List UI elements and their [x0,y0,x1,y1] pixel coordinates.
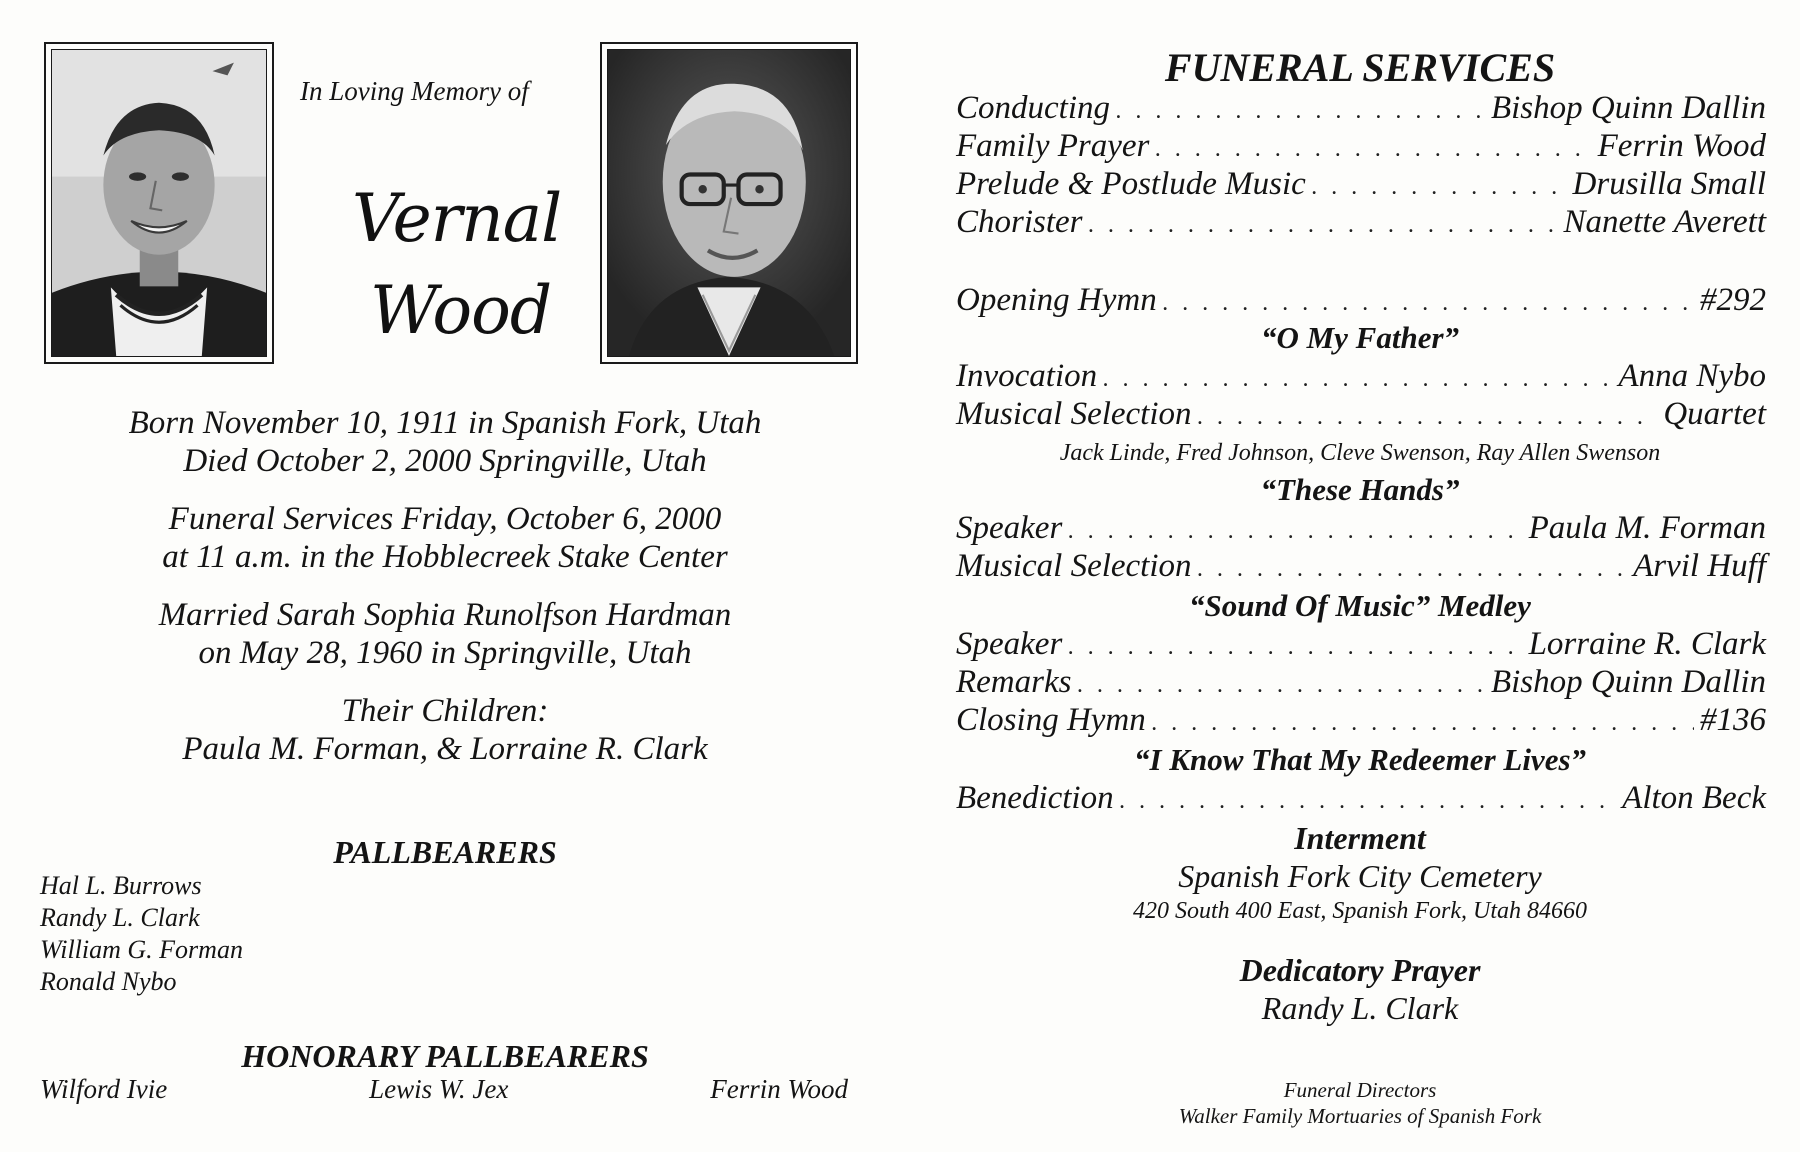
funeral-services-title: FUNERAL SERVICES [1164,45,1556,90]
cemetery-address: 420 South 400 East, Spanish Fork, Utah 84660 [1133,898,1587,924]
program-person: Bishop Quinn Dallin [1490,664,1766,700]
program-person: Quartet [1663,396,1766,432]
cemetery-name: Spanish Fork City Cemetery [1178,858,1542,894]
honorary-pallbearers-row [40,1074,848,1105]
children-block [40,692,850,768]
program-person: Arvil Huff [1633,548,1766,584]
program-row-speaker-1 [956,510,1766,548]
program-role: Conducting [956,90,1110,126]
opening-hymn-title: “O My Father” [1260,320,1460,355]
leader-dots [1152,710,1694,737]
program-role: Benediction [956,780,1114,816]
program-role: Chorister [956,204,1083,240]
quartet-members: Jack Linde, Fred Johnson, Cleve Swenson, Ray Allen Swenson [1059,440,1661,466]
program-row-speaker-2 [956,626,1766,664]
program-role: Prelude & Postlude Music [956,166,1306,202]
program-row-opening-hymn [956,282,1766,320]
leader-dots [1103,366,1612,393]
elderly-portrait-photo [608,50,850,356]
children-label: Their Children: [341,693,549,729]
interment-title: Interment [1294,820,1426,856]
young-portrait-frame [44,42,274,364]
birth-death-block [40,404,850,480]
program-row-family-prayer [956,128,1766,166]
leader-dots [1089,212,1558,239]
program-row-prelude-music [956,166,1766,204]
leader-dots [1198,404,1658,431]
program-role: Speaker [956,626,1063,662]
hymn-number: #292 [1700,282,1766,318]
pallbearers-left-column [40,870,243,998]
hymn-number: #136 [1700,702,1766,738]
program-role: Speaker [956,510,1063,546]
program-role: Family Prayer [956,128,1150,164]
leader-dots [1077,672,1485,699]
right-panel [950,0,1770,1152]
program-role: Remarks [956,664,1072,700]
first-name: Vernal [352,180,562,257]
program-row-musical-selection-1 [956,396,1766,434]
program-row-conducting [956,90,1766,128]
program-role: Opening Hymn [956,282,1157,318]
died-line: Died October 2, 2000 Springville, Utah [183,443,707,479]
funeral-info-block [40,500,850,576]
program-person: Drusilla Small [1572,166,1766,202]
funeral-directors-label: Funeral Directors [1283,1078,1437,1102]
leader-dots [1163,290,1694,317]
married-line-1: Married Sarah Sophia Runolfson Hardman [158,597,732,633]
last-name: Wood [370,272,552,349]
honorary-pallbearer-name: Ferrin Wood [710,1074,848,1104]
marriage-block [40,596,850,672]
program-role: Invocation [956,358,1098,394]
dedicatory-prayer-title: Dedicatory Prayer [1239,952,1481,988]
leader-dots [1116,98,1485,125]
program-person: Lorraine R. Clark [1528,626,1766,662]
funeral-directors-name: Walker Family Mortuaries of Spanish Fork [1178,1104,1542,1128]
closing-hymn-title: “I Know That My Redeemer Lives” [1133,742,1587,777]
married-line-2: on May 28, 1960 in Springville, Utah [198,635,692,671]
program-person: Anna Nybo [1618,358,1766,394]
solo-song-title: “Sound Of Music” Medley [1189,588,1531,623]
in-loving-memory-text: In Loving Memory of [300,76,529,106]
pallbearer-name: Randy L. Clark [40,903,200,932]
program-row-remarks [956,664,1766,702]
program-role: Musical Selection [956,396,1192,432]
program-row-chorister [956,204,1766,242]
born-line: Born November 10, 1911 in Spanish Fork, Utah [128,405,762,441]
leader-dots [1120,788,1617,815]
pallbearers-title: PALLBEARERS [333,834,557,870]
leader-dots [1068,634,1522,661]
program-person: Nanette Averett [1563,204,1766,240]
funeral-place-line: at 11 a.m. in the Hobblecreek Stake Center [162,539,728,575]
program-row-benediction [956,780,1766,818]
honorary-pallbearer-name: Wilford Ivie [40,1074,168,1104]
program-row-musical-selection-2 [956,548,1766,586]
program-person: Ferrin Wood [1597,128,1766,164]
program-row-invocation [956,358,1766,396]
young-portrait-photo [52,50,266,356]
leader-dots [1155,136,1591,163]
honorary-pallbearer-name: Lewis W. Jex [369,1074,509,1104]
leader-dots [1068,518,1522,545]
program-person: Alton Beck [1622,780,1766,816]
program-role: Musical Selection [956,548,1192,584]
program-row-closing-hymn [956,702,1766,740]
honorary-pallbearers-title: HONORARY PALLBEARERS [241,1038,649,1074]
children-names: Paula M. Forman, & Lorraine R. Clark [182,731,708,767]
pallbearer-name: William G. Forman [40,935,243,964]
pallbearer-name: Hal L. Burrows [40,871,202,900]
leader-dots [1312,174,1567,201]
leader-dots [1198,556,1628,583]
pallbearer-name: Ronald Nybo [40,967,177,996]
program-person: Bishop Quinn Dallin [1490,90,1766,126]
program-role: Closing Hymn [956,702,1146,738]
elderly-portrait-frame [600,42,858,364]
dedicatory-prayer-name: Randy L. Clark [1261,990,1459,1026]
quartet-song-title: “These Hands” [1260,472,1460,507]
program-person: Paula M. Forman [1528,510,1766,546]
funeral-date-line: Funeral Services Friday, October 6, 2000 [168,501,722,537]
